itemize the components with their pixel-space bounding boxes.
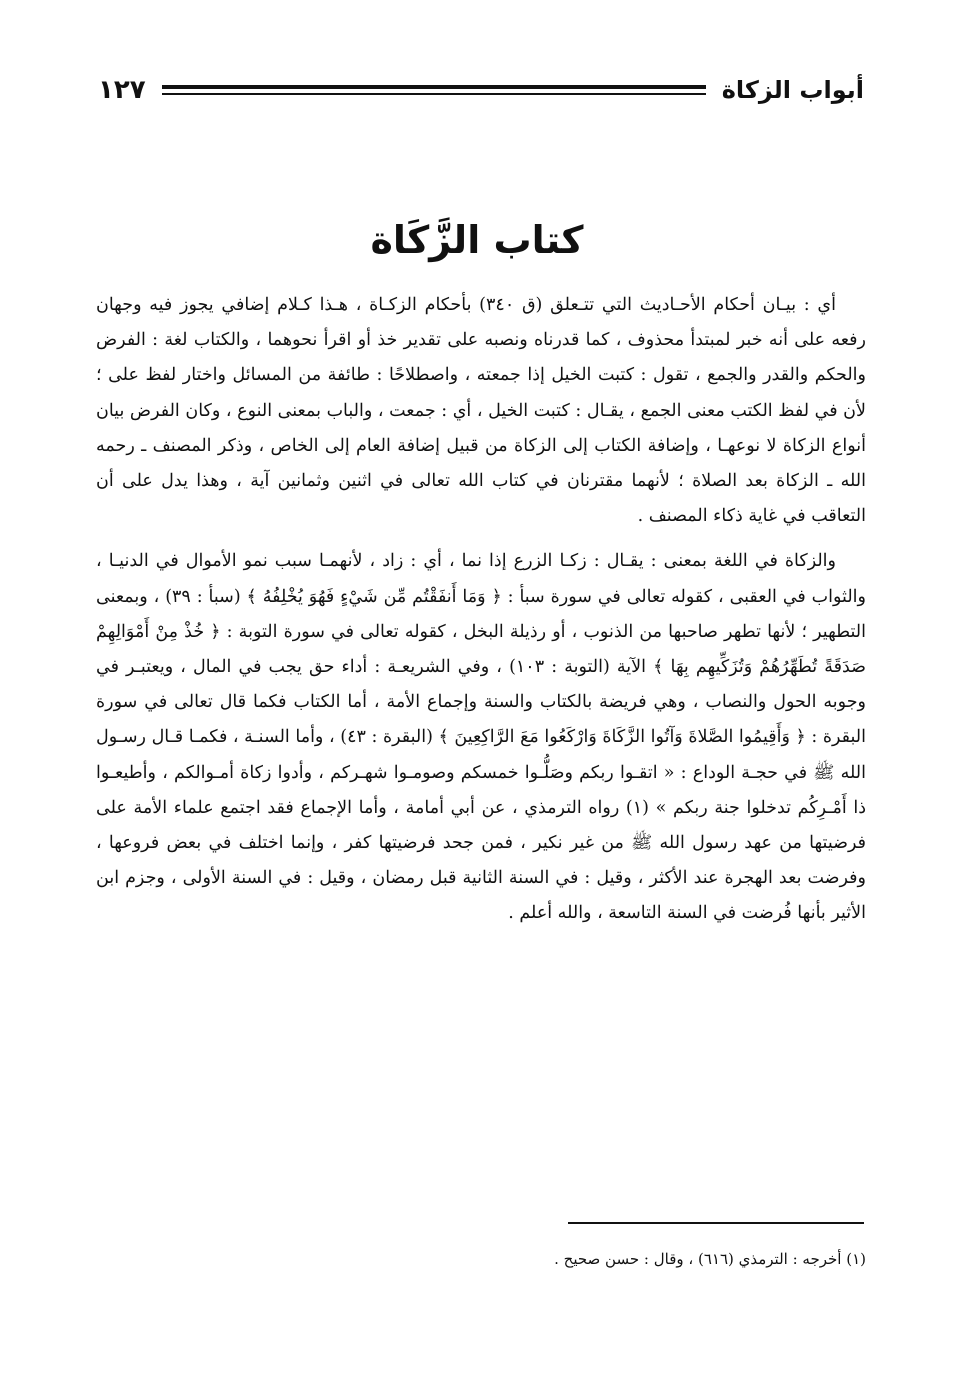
footnote: (١) أخرجه : الترمذي (٦١٦) ، وقال : حسن صحيح .	[554, 1250, 866, 1268]
footnote-rule	[568, 1222, 864, 1224]
page-number: ١٢٧	[98, 75, 146, 105]
header-rule	[162, 85, 706, 95]
paragraph-intro: أي : بيـان أحكام الأحـاديث التي تتـعلق (ق ٣٤٠) بأحكام الزكـاة ، هـذا كـلام إضافي يجوز فيه وجهان رفعه على أنه خبر لمبتدأ محذوف ، كما قدرناه ونصبه على تقدير خذ أو اقرأ نحوهما ، والكتاب لغة : الفرض والحكم والقدر والجمع ، تقول : كتبت الخيل إذا جمعته ، واصطلاحًا : طائفة من المسائل واختار لفظ على ؛ لأن في لفظ الكتب معنى الجمع ، يقـال : كتبت الخيل ، أي : جمعت ، والباب بمعنى النوع ، وكان الفرض بيان أنواع الزكاة لا نوعهـا ، وإضافة الكتاب إلى الزكاة من قبيل إضافة العام إلى الخاص ، وذكر المصنف ـ رحمه الله ـ الزكاة بعد الصلاة ؛ لأنهما مقترنان في كتاب الله تعالى في اثنين وثمانين آية ، وهذا يدل على أن التعاقب في غاية ذكاء المصنف .	[96, 295, 866, 527]
running-header	[98, 70, 864, 110]
section-name: أبواب الزكاة	[721, 76, 864, 104]
body-text	[96, 288, 866, 932]
chapter-title: كتاب الزَّكَاة	[370, 218, 584, 262]
paragraph-zakat-meaning: والزكاة في اللغة بمعنى : يقـال : زكـا الزرع إذا نما ، أي : زاد ، لأنهمـا سبب نمو الأموال في الدنيـا ، والثواب في العقبى ، كقوله تعالى في سورة سبأ : ﴿ وَمَا أَنفَقْتُم مِّن شَيْءٍ فَهُوَ يُخْلِفُهُ ﴾ (سبأ : ٣٩) ، وبمعنى التطهير ؛ لأنها تطهر صاحبها من الذنوب ، أو رذيلة البخل ، كقوله تعالى في سورة التوبة : ﴿ خُذْ مِنْ أَمْوَالِهِمْ صَدَقَةً تُطَهِّرُهُمْ وَتُزَكِّيهِم بِهَا ﴾ الآية (التوبة : ١٠٣) ، وفي الشريعـة : أداء حق يجب في المال ، ويعتبـر في وجوبه الحول والنصاب ، وهي فريضة بالكتاب والسنة وإجماع الأمة ، أما الكتاب فكما قال تعالى في سورة البقرة : ﴿ وَأَقِيمُوا الصَّلاةَ وَآتُوا الزَّكَاةَ وَارْكَعُوا مَعَ الرَّاكِعِينَ ﴾ (البقرة : ٤٣) ، وأما السنـة ، فكمـا قـال رسـول الله ﷺ في حجـة الوداع : « اتقـوا ربكم وصَلُّـوا خمسكم وصومـوا شهـركم ، وأدوا زكاة أمـوالكم ، وأطيعـوا ذا أَمْـرِكُم تدخلوا جنة ربكم » (١) رواه الترمذي ، عن أبي أمامة ، وأما الإجماع فقد اجتمع علماء الأمة على فرضيتها من عهد رسول الله ﷺ من غير نكير ، فمن جحد فرضيتها كفر ، وإنما اختلف في بعض فروعها ، وفرضت بعد الهجرة عند الأكثر ، وقيل : في السنة الثانية قبل رمضان ، وقيل : في السنة الأولى ، وجزم ابن الأثير بأنها فُرضت في السنة التاسعة ، والله أعلم .	[96, 551, 867, 924]
